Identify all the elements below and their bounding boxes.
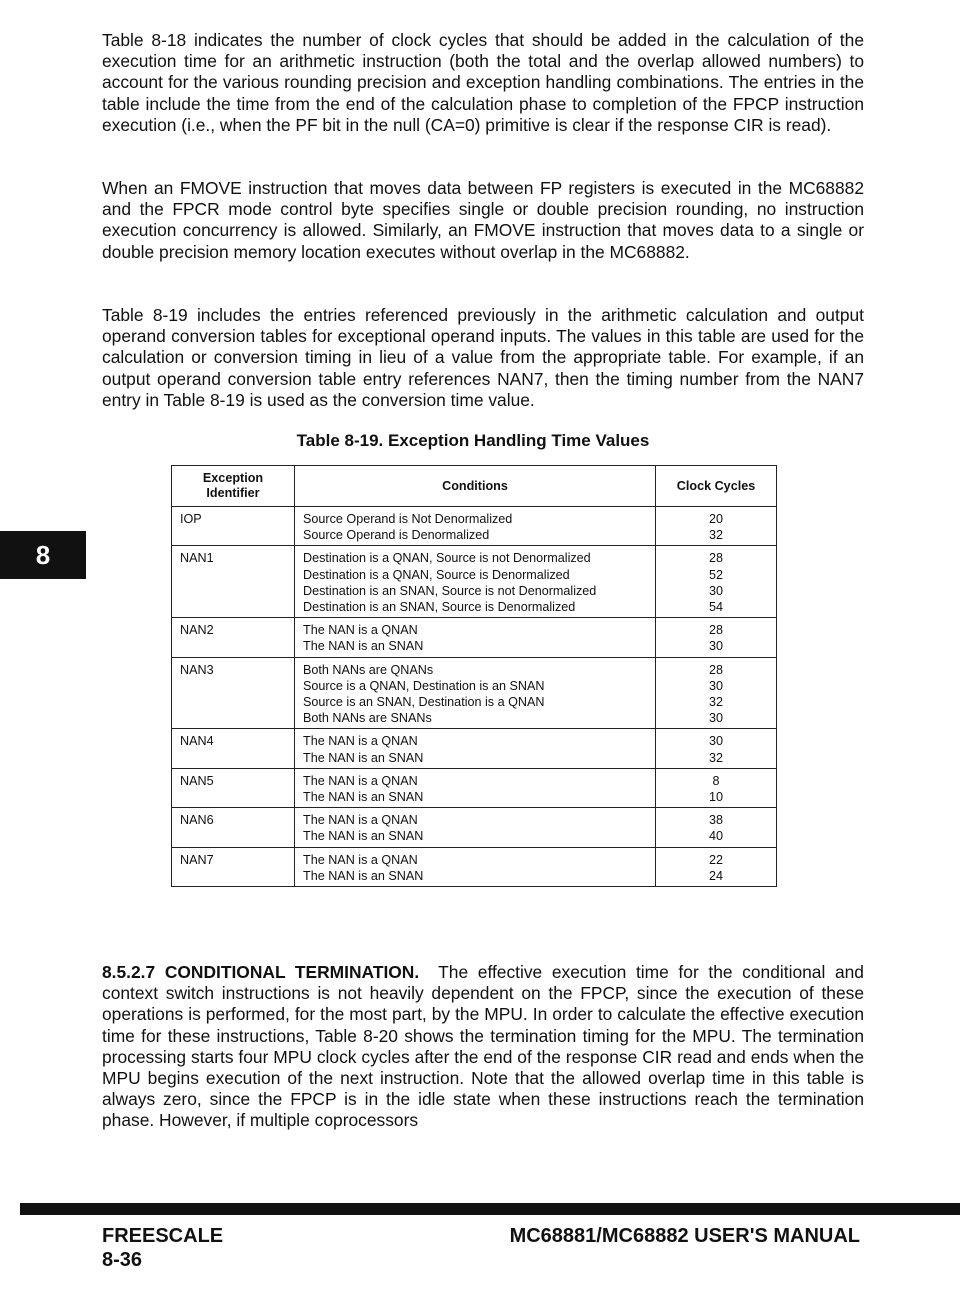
conditions-cell [295, 729, 656, 768]
clock-cycle-value: 28 [708, 662, 723, 677]
condition-line: The NAN is an SNAN [303, 868, 424, 883]
clock-cycle-value: 28 [708, 623, 723, 638]
clock-cycle-value: 24 [708, 868, 723, 883]
condition-line: The NAN is an SNAN [303, 639, 424, 654]
footer-rule [20, 1203, 960, 1215]
table-row [172, 847, 777, 886]
condition-line: The NAN is a QNAN [303, 773, 418, 788]
condition-line: Destination is a QNAN, Source is Denormalized [303, 567, 570, 582]
clock-cycles-cell [656, 808, 777, 847]
condition-line: Source is an SNAN, Destination is a QNAN [303, 695, 545, 710]
exception-identifier-cell: NAN4 [172, 729, 295, 768]
condition-line: The NAN is an SNAN [303, 750, 424, 765]
table-row [172, 657, 777, 729]
condition-line: The NAN is a QNAN [303, 813, 418, 828]
header-clock-cycles: Clock Cycles [656, 466, 777, 507]
section-body: The effective execution time for the conditional and context switch instructions is not heavily dependent on the FPCP, since the execution of these operations is performed, for the most part, by the MPU. In order to calculate the effective execution time for these instructions, Table 8-20 shows the termination timing for the MPU. The termination processing starts four MPU clock cycles after the end of the response CIR read and ends when the MPU begins execution of the next instruction. Note that the allowed overlap time in this table is always zero, since the FPCP is in the idle state when these instructions reach the termination phase. However, if multiple coprocessors [102, 962, 864, 1131]
clock-cycle-value: 28 [708, 551, 723, 566]
clock-cycles-cell [656, 657, 777, 729]
table-row [172, 507, 777, 546]
exception-identifier-cell: NAN7 [172, 847, 295, 886]
clock-cycle-value: 30 [708, 734, 723, 749]
exception-identifier-cell: NAN6 [172, 808, 295, 847]
clock-cycles-cell [656, 768, 777, 807]
conditions-cell [295, 808, 656, 847]
footer-publisher: FREESCALE [102, 1225, 224, 1247]
condition-line: The NAN is a QNAN [303, 852, 418, 867]
exception-identifier-cell: NAN2 [172, 618, 295, 657]
clock-cycles-cell [656, 507, 777, 546]
condition-line: Source Operand is Denormalized [303, 528, 490, 543]
table-header-row [172, 466, 777, 507]
exception-identifier-cell: IOP [172, 507, 295, 546]
table-row [172, 618, 777, 657]
clock-cycles-cell [656, 618, 777, 657]
condition-line: Both NANs are QNANs [303, 662, 434, 677]
table-row [172, 808, 777, 847]
condition-line: The NAN is an SNAN [303, 790, 424, 805]
intro-paragraph: Table 8-18 indicates the number of clock cycles that should be added in the calculation of the execution time for an arithmetic instruction (both the total and the overlap allowed numbers) to account for the various rounding precision and exception handling combinations. The entries in the table include the time from the end of the calculation phase to completion of the FPCP instruction execution (i.e., when the PF bit in the null (CA=0) primitive is clear if the response CIR is read). [102, 30, 864, 135]
condition-line: Source is a QNAN, Destination is an SNAN [303, 678, 545, 693]
condition-line: Destination is an SNAN, Source is not Denormalized [303, 583, 597, 598]
table-body [172, 507, 777, 887]
section-heading: 8.5.2.7 CONDITIONAL TERMINATION. [102, 962, 420, 982]
condition-line: Source Operand is Not Denormalized [303, 512, 513, 526]
clock-cycle-value: 54 [708, 600, 723, 615]
condition-line: Destination is an SNAN, Source is Denormalized [303, 600, 576, 615]
exception-handling-table [171, 465, 777, 887]
condition-line: Destination is a QNAN, Source is not Denormalized [303, 551, 591, 566]
header-conditions: Conditions [295, 466, 656, 507]
clock-cycle-value: 8 [712, 773, 720, 788]
table-caption: Table 8-19. Exception Handling Time Values [296, 431, 650, 450]
conditions-cell [295, 657, 656, 729]
conditions-cell [295, 768, 656, 807]
clock-cycle-value: 32 [708, 695, 723, 710]
header-exception-identifier: Exception Identifier [172, 466, 295, 507]
conditional-termination-paragraph [102, 962, 864, 1132]
clock-cycle-value: 32 [708, 750, 723, 765]
exception-identifier-cell: NAN1 [172, 546, 295, 618]
clock-cycle-value: 32 [708, 528, 723, 543]
footer-manual-title: MC68881/MC68882 USER'S MANUAL [509, 1225, 860, 1247]
clock-cycles-cell [656, 546, 777, 618]
table-reference-paragraph: Table 8-19 includes the entries referenced previously in the arithmetic calculation and output operand conversion tables for exceptional operand inputs. The values in this table are used for the calculation or conversion timing in lieu of a value from the appropriate table. For example, if an output operand conversion table entry references NAN7, then the timing number from the NAN7 entry in Table 8-19 is used as the conversion time value. [102, 305, 864, 410]
clock-cycle-value: 10 [708, 790, 723, 805]
clock-cycle-value: 52 [708, 567, 723, 582]
clock-cycle-value: 22 [708, 852, 723, 867]
condition-line: Both NANs are SNANs [303, 711, 432, 726]
condition-line: The NAN is an SNAN [303, 829, 424, 844]
clock-cycle-value: 30 [708, 639, 723, 654]
clock-cycle-value: 30 [708, 678, 723, 693]
condition-line: The NAN is a QNAN [303, 734, 418, 749]
table-row [172, 729, 777, 768]
fmove-paragraph: When an FMOVE instruction that moves data between FP registers is executed in the MC68882 and the FPCR mode control byte specifies single or double precision rounding, no instruction execution concurrency is allowed. Similarly, an FMOVE instruction that moves data to a single or double precision memory location executes without overlap in the MC68882. [102, 178, 864, 262]
table-row [172, 768, 777, 807]
conditions-cell [295, 546, 656, 618]
chapter-tab: 8 [0, 531, 86, 579]
clock-cycles-cell [656, 729, 777, 768]
conditions-cell [295, 507, 656, 546]
exception-identifier-cell: NAN5 [172, 768, 295, 807]
conditions-cell [295, 847, 656, 886]
condition-line: The NAN is a QNAN [303, 623, 418, 638]
clock-cycles-cell [656, 847, 777, 886]
clock-cycle-value: 38 [708, 813, 723, 828]
clock-cycle-value: 30 [708, 711, 723, 726]
table-row [172, 546, 777, 618]
clock-cycle-value: 20 [708, 512, 723, 526]
conditions-cell [295, 618, 656, 657]
clock-cycle-value: 40 [708, 829, 723, 844]
footer-page-number: 8-36 [102, 1249, 143, 1271]
clock-cycle-value: 30 [708, 583, 723, 598]
exception-identifier-cell: NAN3 [172, 657, 295, 729]
